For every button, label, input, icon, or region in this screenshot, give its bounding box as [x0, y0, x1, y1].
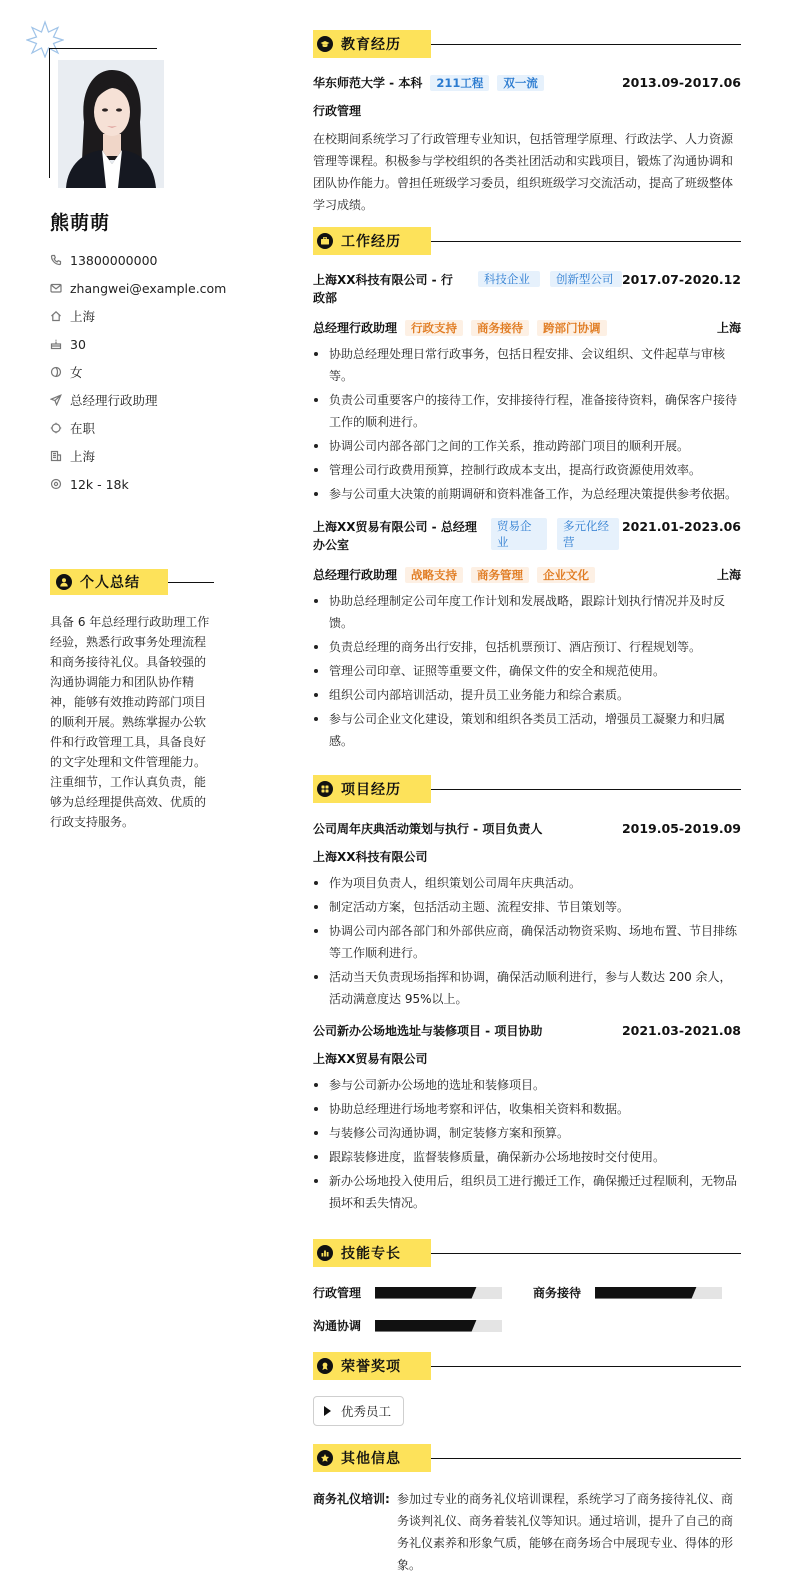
info-text: 上海 — [70, 309, 96, 324]
graduation-cap-icon — [317, 36, 333, 52]
sidebar — [0, 0, 240, 1574]
skills-heading — [313, 1239, 741, 1267]
skill-name: 沟通协调 — [313, 1319, 362, 1333]
info-text: zhangwei@example.com — [70, 280, 227, 296]
role-tag: 商务接待 — [471, 320, 529, 336]
info-position — [50, 386, 226, 414]
list-item: 新办公场地投入使用后，组织员工进行搬迁工作，确保搬迁过程顺利，无物品损坏和丢失情况。 — [313, 1170, 741, 1214]
skill-bar — [375, 1320, 502, 1332]
project-date: 2019.05-2019.09 — [621, 821, 741, 836]
send-icon — [50, 394, 62, 406]
list-item: 管理公司行政费用预算，控制行政成本支出，提高行政资源使用效率。 — [313, 459, 741, 481]
skills-heading-text: 技能专长 — [341, 1246, 401, 1262]
role-tag: 战略支持 — [405, 567, 463, 583]
list-item: 管理公司印章、证照等重要文件，确保文件的安全和规范使用。 — [313, 660, 741, 682]
job-city: 上海 — [716, 321, 741, 335]
heading-divider — [431, 1366, 741, 1367]
project-name: 公司新办公场地选址与装修项目 - 项目协助 — [313, 1024, 543, 1038]
skill-bar — [595, 1287, 722, 1299]
other-info-item — [313, 1488, 741, 1574]
company-name: 上海XX贸易有限公司 - 总经理办公室 — [313, 520, 477, 552]
list-item: 制定活动方案，包括活动主题、流程安排、节目策划等。 — [313, 896, 741, 918]
company-tag: 创新型公司 — [550, 271, 622, 287]
job-city: 上海 — [716, 568, 741, 582]
profile-name: 熊萌萌 — [50, 212, 111, 234]
home-icon — [50, 310, 62, 322]
list-item: 活动当天负责现场指挥和协调，确保活动顺利进行，参与人数达 200 余人，活动满意度达 95%以上。 — [313, 966, 741, 1010]
projects-heading-text: 项目经历 — [341, 782, 401, 798]
project-entry — [313, 1022, 741, 1216]
play-icon — [324, 1406, 331, 1416]
list-item: 跟踪装修进度，监督装修质量，确保新办公场地按时交付使用。 — [313, 1146, 741, 1168]
role-name: 总经理行政助理 — [313, 321, 398, 335]
grid-icon — [317, 781, 333, 797]
list-item: 作为项目负责人，组织策划公司周年庆典活动。 — [313, 872, 741, 894]
list-item: 负责公司重要客户的接待工作，安排接待行程，准备接待资料，确保客户接待工作的顺利进行。 — [313, 389, 741, 433]
company-tag: 多元化经营 — [557, 518, 619, 550]
info-text: 13800000000 — [70, 252, 158, 268]
skill-bar-fill — [375, 1320, 477, 1332]
info-status — [50, 414, 226, 442]
work-heading-text: 工作经历 — [341, 234, 401, 250]
skill-bar-fill — [595, 1287, 697, 1299]
company-tags — [479, 518, 622, 550]
briefcase-icon — [317, 233, 333, 249]
skill-bar — [375, 1287, 502, 1299]
list-item: 与装修公司沟通协调，制定装修方案和预算。 — [313, 1122, 741, 1144]
list-item: 协助总经理处理日常行政事务，包括日程安排、会议组织、文件起草与审核等。 — [313, 343, 741, 387]
gender-icon — [50, 366, 62, 378]
building-icon — [50, 450, 62, 462]
project-company: 上海XX科技有限公司 — [313, 850, 428, 864]
user-icon — [56, 574, 72, 590]
role-tag: 跨部门协调 — [537, 320, 607, 336]
skill-item — [313, 1284, 502, 1301]
project-entry — [313, 820, 741, 1012]
role-line — [313, 319, 607, 337]
bar-chart-icon — [317, 1245, 333, 1261]
heading-divider — [431, 44, 741, 45]
job-date: 2021.01-2023.06 — [621, 519, 741, 534]
project-bullets — [313, 1074, 741, 1214]
education-major: 行政管理 — [313, 104, 362, 118]
contact-info-list — [50, 246, 226, 498]
info-icon — [317, 1450, 333, 1466]
info-text: 12k - 18k — [70, 476, 129, 492]
role-line — [313, 566, 595, 584]
role-tag: 商务管理 — [471, 567, 529, 583]
list-item: 参与公司重大决策的前期调研和资料准备工作，为总经理决策提供参考依据。 — [313, 483, 741, 505]
info-text: 在职 — [70, 421, 96, 436]
skill-item — [533, 1284, 722, 1301]
company-tag: 贸易企业 — [491, 518, 547, 550]
role-name: 总经理行政助理 — [313, 568, 398, 582]
list-item: 协助总经理进行场地考察和评估，收集相关资料和数据。 — [313, 1098, 741, 1120]
education-date: 2013.09-2017.06 — [621, 75, 741, 90]
phone-icon — [50, 254, 62, 266]
project-date: 2021.03-2021.08 — [621, 1023, 741, 1038]
medal-icon — [317, 1358, 333, 1374]
heading-divider — [168, 582, 214, 583]
school-line — [313, 74, 544, 92]
other-info-label: 商务礼仪培训: — [313, 1492, 390, 1506]
company-tag: 科技企业 — [478, 271, 540, 287]
info-text: 总经理行政助理 — [70, 393, 158, 408]
skill-name: 行政管理 — [313, 1286, 362, 1300]
info-age — [50, 330, 226, 358]
heading-divider — [431, 789, 741, 790]
award-item — [313, 1396, 404, 1426]
company-tags — [462, 271, 622, 287]
summary-heading-text: 个人总结 — [80, 575, 140, 591]
info-location — [50, 302, 226, 330]
education-heading-text: 教育经历 — [341, 37, 401, 53]
education-description: 在校期间系统学习了行政管理专业知识，包括管理学原理、行政法学、人力资源管理等课程。积极参与学校组织的各类社团活动和实践项目，锻炼了沟通协调和团队协作能力。曾担任班级学习委员，组织班级学习交流活动，提高了班级整体学习成绩。 — [313, 132, 734, 212]
skill-name: 商务接待 — [533, 1286, 582, 1300]
heading-divider — [431, 241, 741, 242]
skill-bar-fill — [375, 1287, 477, 1299]
info-gender — [50, 358, 226, 386]
award-name: 优秀员工 — [341, 1404, 392, 1419]
role-tag: 企业文化 — [537, 567, 595, 583]
job-entry — [313, 271, 741, 507]
awards-heading — [313, 1352, 741, 1380]
education-entry — [313, 74, 741, 216]
info-text: 30 — [70, 336, 86, 352]
heading-divider — [431, 1458, 741, 1459]
list-item: 组织公司内部培训活动，提升员工业务能力和综合素质。 — [313, 684, 741, 706]
summary-heading — [50, 569, 214, 595]
skill-item — [313, 1317, 502, 1334]
info-email — [50, 274, 226, 302]
info-text: 上海 — [70, 449, 96, 464]
education-heading — [313, 30, 741, 58]
salary-icon — [50, 478, 62, 490]
role-tag: 行政支持 — [405, 320, 463, 336]
school-tag: 双一流 — [497, 75, 544, 91]
info-phone — [50, 246, 226, 274]
status-icon — [50, 422, 62, 434]
work-heading — [313, 227, 741, 255]
info-salary — [50, 470, 226, 498]
project-company: 上海XX贸易有限公司 — [313, 1052, 428, 1066]
school-name: 华东师范大学 - 本科 — [313, 76, 423, 90]
other-heading — [313, 1444, 741, 1472]
other-info-text: 参加过专业的商务礼仪培训课程，系统学习了商务接待礼仪、商务谈判礼仪、商务着装礼仪等知识。通过培训，提升了自己的商务礼仪素养和形象气质，能够在商务场合中展现专业、得体的形象。 — [397, 1492, 734, 1572]
info-target-city — [50, 442, 226, 470]
job-bullets — [313, 343, 741, 505]
list-item: 协调公司内部各部门和外部供应商，确保活动物资采购、场地布置、节目排练等工作顺利进行。 — [313, 920, 741, 964]
cake-icon — [50, 338, 62, 350]
list-item: 负责总经理的商务出行安排，包括机票预订、酒店预订、行程规划等。 — [313, 636, 741, 658]
job-date: 2017.07-2020.12 — [621, 272, 741, 287]
awards-heading-text: 荣誉奖项 — [341, 1359, 401, 1375]
other-heading-text: 其他信息 — [341, 1451, 401, 1467]
list-item: 参与公司企业文化建设，策划和组织各类员工活动，增强员工凝聚力和归属感。 — [313, 708, 741, 752]
list-item: 协调公司内部各部门之间的工作关系，推动跨部门项目的顺利开展。 — [313, 435, 741, 457]
list-item: 参与公司新办公场地的选址和装修项目。 — [313, 1074, 741, 1096]
project-bullets — [313, 872, 741, 1010]
job-entry — [313, 518, 741, 754]
school-tag: 211工程 — [430, 75, 489, 91]
company-name: 上海XX科技有限公司 - 行政部 — [313, 273, 453, 305]
avatar — [58, 60, 164, 188]
job-bullets — [313, 590, 741, 752]
project-name: 公司周年庆典活动策划与执行 - 项目负责人 — [313, 822, 543, 836]
mail-icon — [50, 282, 62, 294]
list-item: 协助总经理制定公司年度工作计划和发展战略，跟踪计划执行情况并及时反馈。 — [313, 590, 741, 634]
projects-heading — [313, 775, 741, 803]
heading-divider — [431, 1253, 741, 1254]
info-text: 女 — [70, 365, 83, 380]
summary-text: 具备 6 年总经理行政助理工作经验，熟悉行政事务处理流程和商务接待礼仪。具备较强的沟通协调能力和团队协作精神，能够有效推动跨部门项目的顺利开展。熟练掌握办公软件和行政管理工具，具备良好的文字处理和文件管理能力。注重细节，工作认真负责，能够为总经理提供高效、优质的行政支持服务。 — [50, 615, 210, 829]
